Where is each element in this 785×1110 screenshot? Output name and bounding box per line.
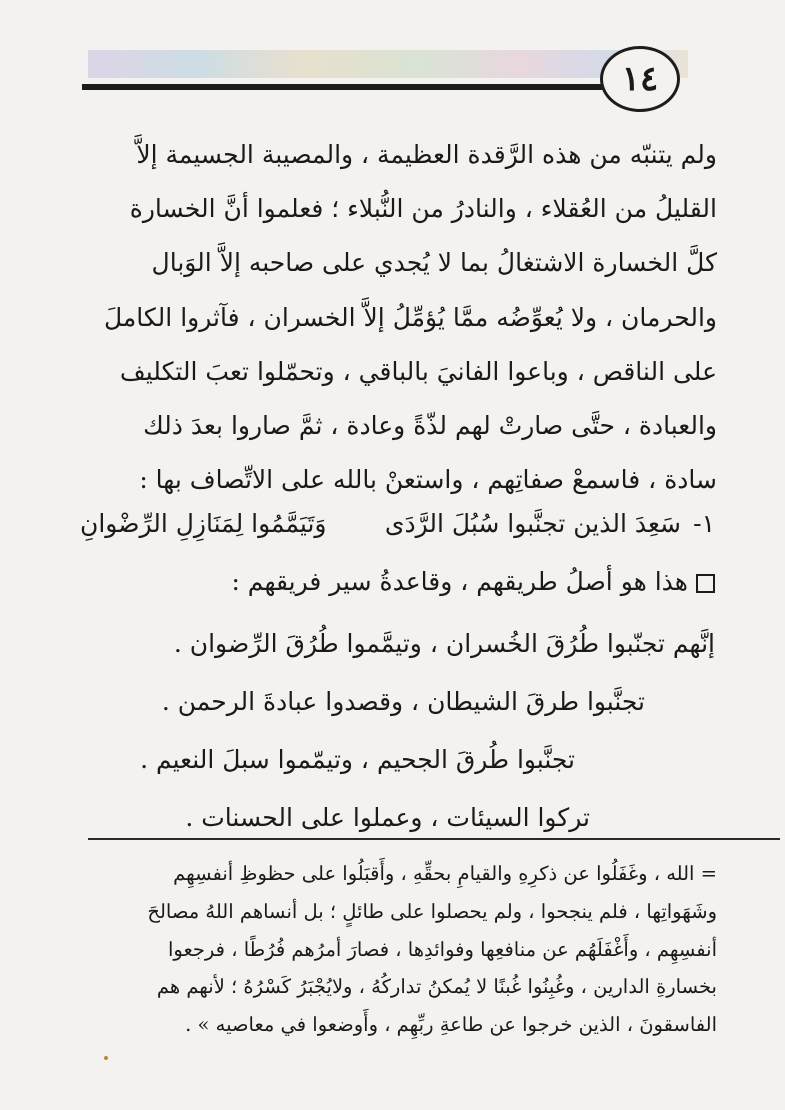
body-line: القليلُ من العُقلاء ، والنادرُ من النُّبلاء ؛ فعلموا أنَّ الخسارة xyxy=(129,194,717,224)
body-line: والعبادة ، حتَّى صارتْ لهم لذّةً وعادة ، ثمَّ صاروا بعدَ ذلك xyxy=(143,411,717,441)
summary-line: تجنَّبوا طرقَ الشيطان ، وقصدوا عبادةَ الرحمن . xyxy=(161,687,645,716)
summary-lines xyxy=(80,615,715,847)
body-line: ولم يتنبّه من هذه الرَّقدة العظيمة ، والمصيبة الجسيمة إلاَّ xyxy=(136,140,717,169)
page-number: ١٤ xyxy=(600,46,680,112)
footnote-line: = الله ، وغَفَلُوا عن ذكرِهِ والقيامِ بحقِّهِ ، وأَقبَلُوا على حظوظِ أنفسِهِم xyxy=(173,862,717,885)
body-paragraph xyxy=(80,128,717,507)
body-line: والحرمان ، ولا يُعوِّضُه ممَّا يُؤمِّلُ إلاَّ الخسران ، فآثروا الكاملَ xyxy=(103,302,717,332)
footnote-line: أنفسِهِم ، وأَغْفَلَهُم عن منافعِها وفوائدِها ، فصارَ أمرُهم فُرُطًا ، فرجعوا xyxy=(167,937,717,961)
section-note xyxy=(80,562,715,602)
body-line: على الناقص ، وباعوا الفانيَ بالباقي ، وتحمّلوا تعبَ التكليف xyxy=(119,356,717,386)
body-line: كلَّ الخسارة الاشتغالُ بما لا يُجدي على صاحبه إلاَّ الوَبال xyxy=(151,248,717,278)
poem-verse xyxy=(80,504,715,544)
header-rule xyxy=(82,84,602,90)
verse-first-hemistich: سَعِدَ الذين تجنَّبوا سُبُلَ الرَّدَى xyxy=(384,509,681,538)
footnote xyxy=(84,855,717,1044)
header-color-band xyxy=(88,50,688,78)
ink-dot xyxy=(104,1056,108,1060)
square-bullet-icon xyxy=(696,574,715,593)
section-note-text: هذا هو أصلُ طريقهم ، وقاعدةُ سير فريقهم : xyxy=(231,567,688,596)
summary-line: تجنَّبوا طُرقَ الجحيم ، وتيمّموا سبلَ النعيم . xyxy=(140,745,575,774)
footnote-line: الفاسقونَ ، الذين خرجوا عن طاعةِ ربِّهِم ، وأَوضعوا في معاصيه » . xyxy=(185,1013,717,1037)
body-line: سادة ، فاسمعْ صفاتِهم ، واستعنْ بالله على الاتِّصاف بها : xyxy=(139,465,717,495)
footnote-separator xyxy=(88,838,780,840)
footnote-line: وشَهَواتِها ، فلم ينجحوا ، ولم يحصلوا على طائلٍ ؛ بل أنساهم اللهُ مصالحَ xyxy=(147,899,717,923)
verse-number: ١- xyxy=(693,509,715,538)
summary-line: تركوا السيئات ، وعملوا على الحسنات . xyxy=(185,803,590,832)
verse-second-hemistich: وَتَيَمَّمُوا لِمَنَازِلِ الرِّضْوانِ xyxy=(80,509,327,538)
footnote-line: بخسارةِ الدارين ، وغُبِنُوا غُبنًا لا يُمكنُ تداركُهُ ، ولايُجْبَرُ كَسْرُهُ ؛ لأنهم هم xyxy=(156,975,717,999)
summary-line: إنَّهم تجنّبوا طُرُقَ الخُسران ، وتيمَّموا طُرُقَ الرِّضوان . xyxy=(173,629,715,658)
